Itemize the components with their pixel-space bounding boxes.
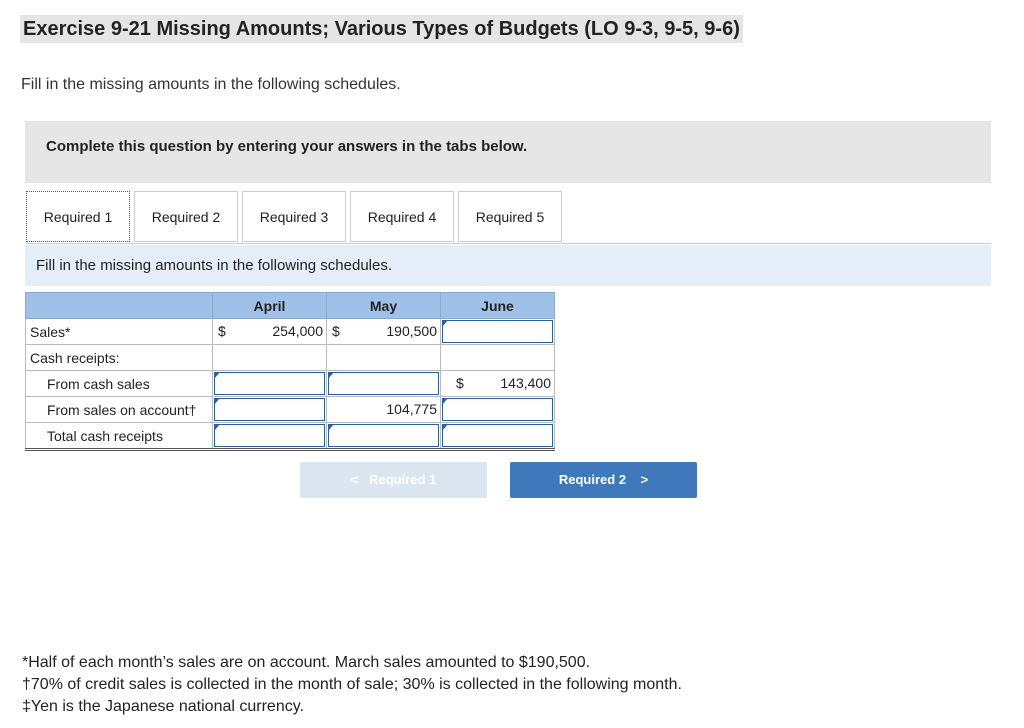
april-sales-value: 254,000 bbox=[272, 323, 323, 339]
cell-april-sales bbox=[213, 319, 327, 345]
footnote-sales: *Half of each month’s sales are on account. March sales amounted to $190,500. bbox=[22, 654, 591, 671]
currency-symbol: $ bbox=[456, 375, 464, 391]
row-label-total: Total cash receipts bbox=[26, 423, 213, 450]
instructions-banner bbox=[25, 121, 991, 183]
flag-icon bbox=[214, 372, 220, 379]
may-cash-sales-input[interactable] bbox=[327, 371, 441, 397]
may-sales-value: 190,500 bbox=[386, 323, 437, 339]
may-sales-on-account-value: 104,775 bbox=[386, 401, 437, 417]
cash-receipts-schedule bbox=[25, 292, 555, 451]
header-june: June bbox=[441, 293, 555, 319]
header-may: May bbox=[327, 293, 441, 319]
header-blank bbox=[26, 293, 213, 319]
tab-required-2[interactable]: Required 2 bbox=[134, 191, 238, 242]
flag-icon bbox=[442, 424, 448, 431]
tab-instruction-text: Fill in the missing amounts in the following schedules. bbox=[36, 257, 393, 274]
row-label-sales-on-account: From sales on account† bbox=[26, 397, 213, 423]
june-total-input[interactable] bbox=[441, 423, 555, 450]
cell-may-sales bbox=[327, 319, 441, 345]
flag-icon bbox=[214, 398, 220, 405]
chevron-left-icon: < bbox=[350, 472, 359, 487]
flag-icon bbox=[442, 320, 448, 327]
tab-divider bbox=[26, 243, 991, 244]
row-label-cash-sales: From cash sales bbox=[26, 371, 213, 397]
currency-symbol: $ bbox=[332, 323, 340, 339]
may-total-input[interactable] bbox=[327, 423, 441, 450]
previous-button[interactable] bbox=[300, 462, 487, 498]
april-total-input[interactable] bbox=[213, 423, 327, 450]
flag-icon bbox=[328, 424, 334, 431]
footnote-yen: ‡Yen is the Japanese national currency. bbox=[22, 698, 304, 715]
row-label-cash-receipts: Cash receipts: bbox=[26, 345, 213, 371]
cell-june-cash-sales bbox=[441, 371, 555, 397]
empty-cell bbox=[441, 345, 555, 371]
chevron-right-icon: > bbox=[640, 472, 649, 487]
april-cash-sales-input[interactable] bbox=[213, 371, 327, 397]
banner-text: Complete this question by entering your answers in the tabs below. bbox=[46, 138, 528, 155]
next-button-label: Required 2 bbox=[558, 472, 627, 487]
june-sales-on-account-input[interactable] bbox=[441, 397, 555, 423]
tab-required-3[interactable]: Required 3 bbox=[242, 191, 346, 242]
intro-text: Fill in the missing amounts in the following schedules. bbox=[21, 76, 401, 93]
exercise-title: Exercise 9-21 Missing Amounts; Various Types of Budgets (LO 9-3, 9-5, 9-6) bbox=[20, 15, 743, 43]
tab-required-1[interactable]: Required 1 bbox=[26, 191, 130, 242]
row-label-sales: Sales* bbox=[26, 319, 213, 345]
tab-required-4[interactable]: Required 4 bbox=[350, 191, 454, 242]
empty-cell bbox=[327, 345, 441, 371]
tab-instruction bbox=[25, 245, 991, 286]
june-cash-sales-value: 143,400 bbox=[500, 375, 551, 391]
currency-symbol: $ bbox=[218, 323, 226, 339]
previous-button-label: Required 1 bbox=[369, 472, 437, 487]
tab-required-5[interactable]: Required 5 bbox=[458, 191, 562, 242]
footnote-credit-sales: †70% of credit sales is collected in the month of sale; 30% is collected in the following month. bbox=[22, 676, 682, 693]
empty-cell bbox=[213, 345, 327, 371]
next-button[interactable] bbox=[510, 462, 697, 498]
june-sales-input[interactable] bbox=[441, 319, 555, 345]
april-sales-on-account-input[interactable] bbox=[213, 397, 327, 423]
flag-icon bbox=[328, 372, 334, 379]
flag-icon bbox=[442, 398, 448, 405]
header-april: April bbox=[213, 293, 327, 319]
cell-may-sales-on-account bbox=[327, 397, 441, 423]
flag-icon bbox=[214, 424, 220, 431]
